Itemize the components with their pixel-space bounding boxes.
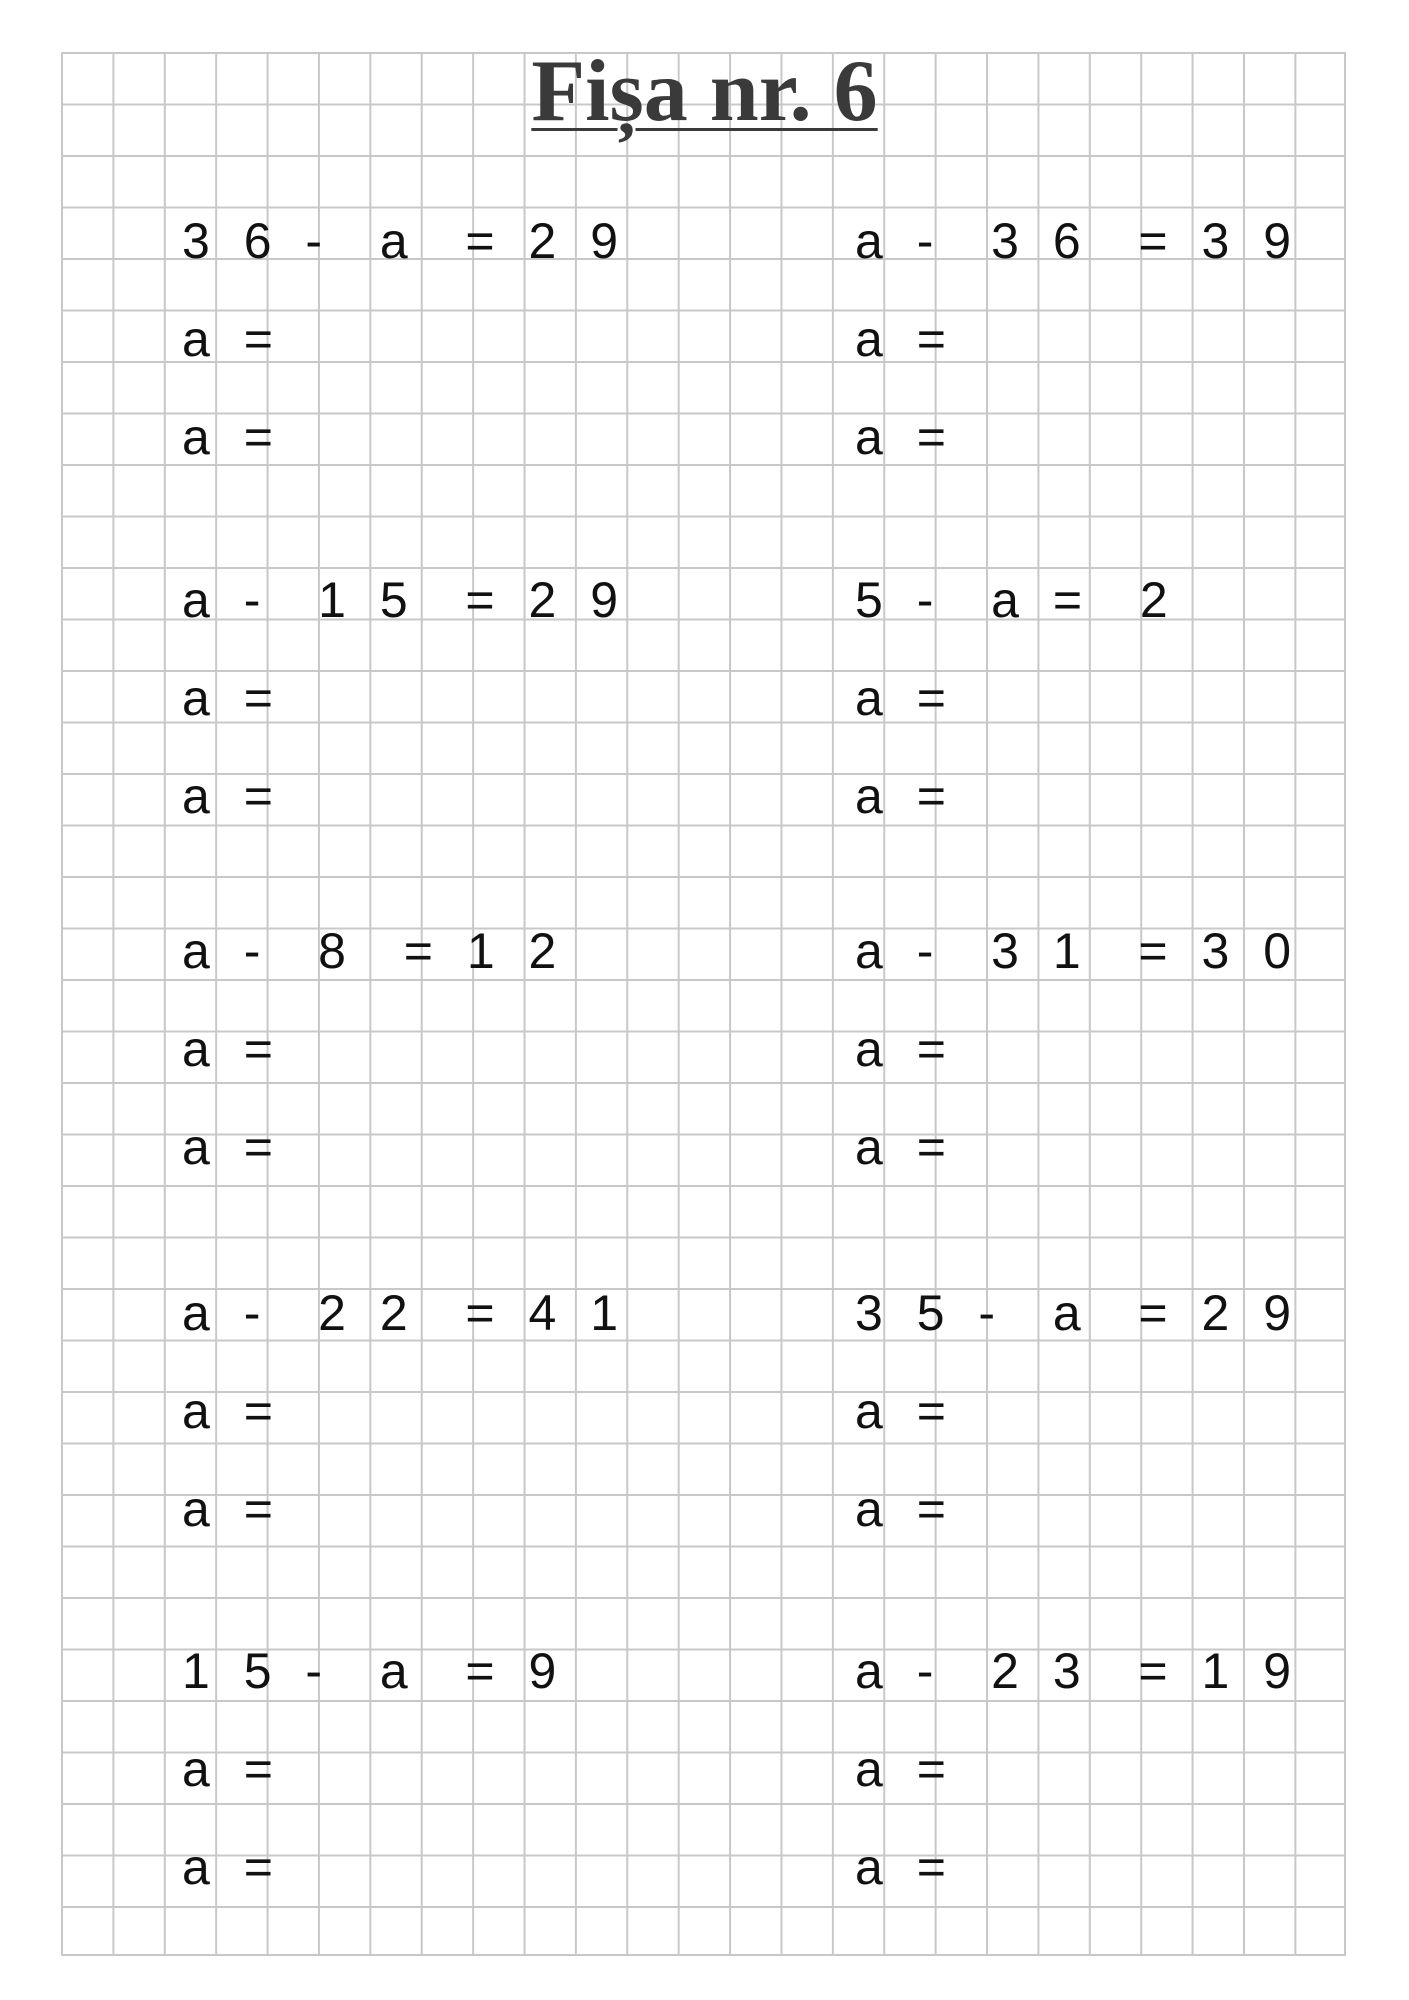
equation: a - 1 5 = 2 9 [182,572,629,628]
answer-line: a = [855,1741,956,1797]
answer-line: a = [855,409,956,465]
answer-line: a = [182,1741,283,1797]
equation: 5 - a = 2 [855,572,1178,628]
answer-line: a = [855,670,956,726]
answer-line: a = [855,768,956,824]
answer-line: a = [855,1839,956,1895]
answer-line: a = [182,1481,283,1537]
equation: 3 6 - a = 2 9 [182,213,629,269]
answer-line: a = [182,768,283,824]
equation: 1 5 - a = 9 [182,1643,567,1699]
answer-line: a = [182,311,283,367]
answer-line: a = [855,1383,956,1439]
answer-line: a = [855,1481,956,1537]
answer-line: a = [182,1383,283,1439]
equation: a - 3 1 = 3 0 [855,923,1302,979]
answer-line: a = [182,1119,283,1175]
equation: a - 2 2 = 4 1 [182,1285,629,1341]
equation: a - 2 3 = 1 9 [855,1643,1302,1699]
answer-line: a = [182,409,283,465]
answer-line: a = [182,670,283,726]
answer-line: a = [855,311,956,367]
equation: a - 3 6 = 3 9 [855,213,1302,269]
answer-line: a = [182,1021,283,1077]
worksheet-title: Fișa nr. 6 [531,43,878,140]
answer-line: a = [855,1119,956,1175]
answer-line: a = [182,1839,283,1895]
equation: 3 5 - a = 2 9 [855,1285,1302,1341]
answer-line: a = [855,1021,956,1077]
equation: a - 8 = 1 2 [182,923,567,979]
